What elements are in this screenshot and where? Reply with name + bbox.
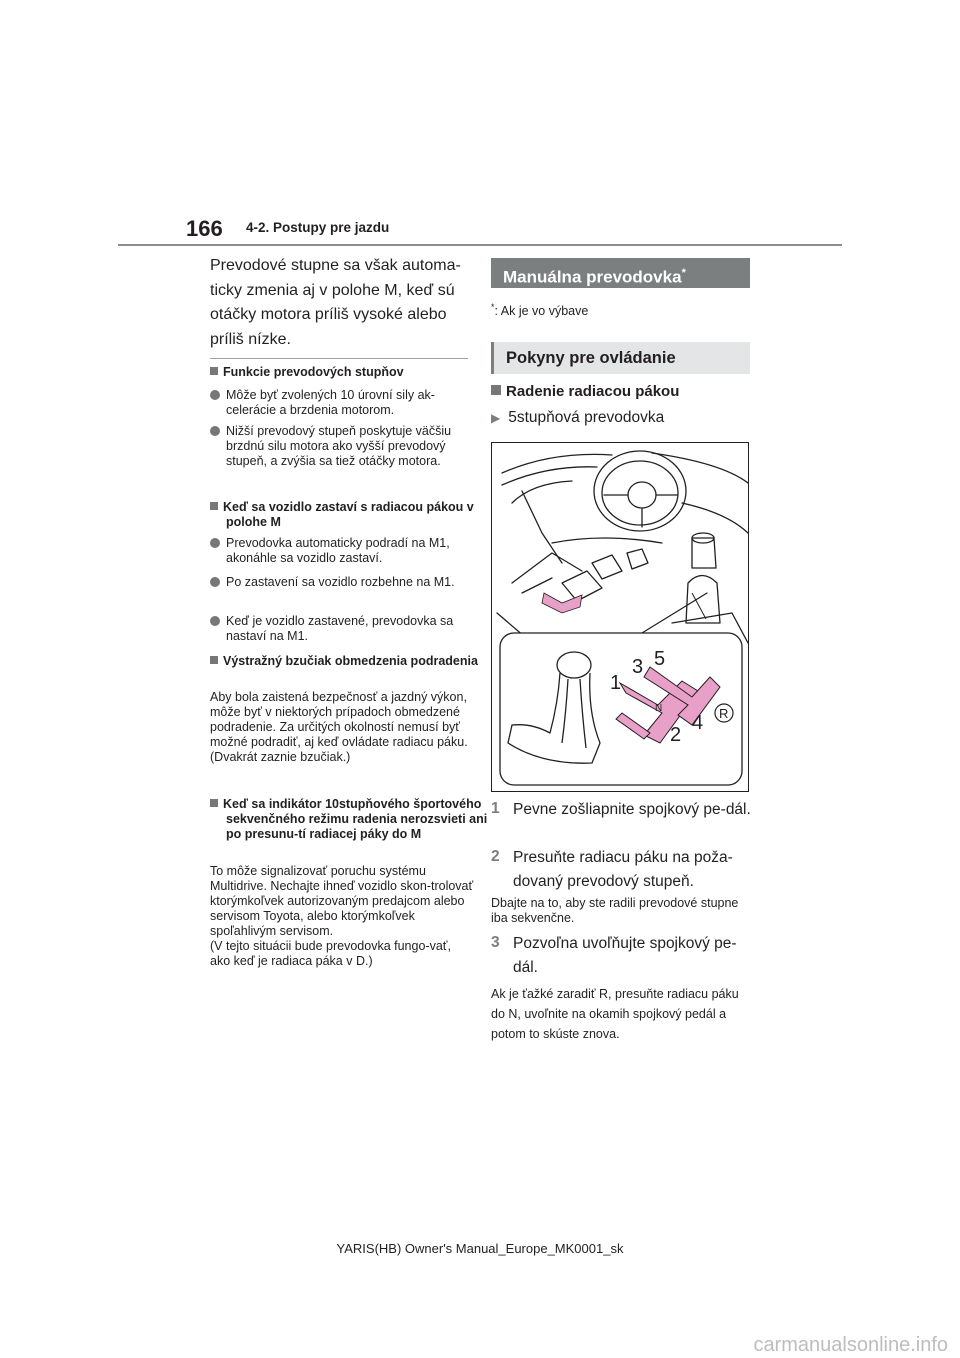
header-divider xyxy=(118,244,842,246)
section-header: 4-2. Postupy pre jazdu xyxy=(246,220,390,235)
page-footer: YARIS(HB) Owner's Manual_Europe_MK0001_sk xyxy=(336,1241,624,1256)
step-1 xyxy=(491,798,753,822)
square-bullet-icon xyxy=(210,367,218,375)
sec1-heading xyxy=(210,365,472,380)
gear-shift-figure xyxy=(491,442,749,792)
square-bullet-icon xyxy=(210,502,218,510)
footnote xyxy=(491,302,588,318)
radenie-heading xyxy=(491,383,679,401)
left-divider xyxy=(210,358,468,359)
circle-bullet-icon xyxy=(210,616,220,626)
gear-3-label: 3 xyxy=(632,656,644,678)
watermark: carmanualsonline.info xyxy=(753,1334,948,1356)
gear-1-label: 1 xyxy=(610,672,622,694)
sec3-text: Aby bola zaistená bezpečnosť a jazdný výkon, môže byť v niektorých prípadoch obmedzené podradenie. Za určitých okolností nemusí byť možné podradiť, aj keď ovládate radiacu páku. (Dvakrát zaznie bzučiak.) xyxy=(210,690,468,764)
sec3-title: Výstražný bzučiak obmedzenia podradenia xyxy=(223,654,478,668)
circle-bullet-icon xyxy=(210,390,220,400)
step-3-text: Pozvoľna uvoľňujte spojkový pe-dál. xyxy=(513,935,737,976)
bullet-text: Keď je vozidlo zastavené, prevodovka sa nastaví na M1. xyxy=(226,614,454,643)
sec4-title: Keď sa indikátor 10stupňového športového sekvenčného režimu radenia nerozsvieti ani po presunu-tí radiacej páky do M xyxy=(223,797,488,841)
step-3-note: Ak je ťažké zaradiť R, presuňte radiacu páku do N, uvoľnite na okamih spojkový pedál a potom to skúste znova. xyxy=(491,987,739,1041)
circle-bullet-icon xyxy=(210,426,220,436)
main-title-text: Manuálna prevodovka xyxy=(503,267,682,287)
sub-section-title: Pokyny pre ovládanie xyxy=(491,342,750,374)
bullet-text: Nižší prevodový stupeň poskytuje väčšiu brzdnú silu motora ako vyšší prevodový stupeň, a zvýšia sa tiež otáčky motora. xyxy=(226,424,452,468)
gear-2-label: 2 xyxy=(670,724,682,746)
triangle-bullet-icon: ▶ xyxy=(491,411,501,425)
bullet-text: Prevodovka automaticky podradí na M1, akonáhle sa vozidlo zastaví. xyxy=(226,536,450,565)
page-number: 166 xyxy=(186,216,223,241)
circle-bullet-icon xyxy=(210,538,220,548)
intro-paragraph: Prevodové stupne sa však automa-ticky zmenia aj v polohe M, keď sú otáčky motora príliš vysoké alebo príliš nízke. xyxy=(210,257,461,348)
car-interior-illustration xyxy=(492,443,748,791)
step-3-number: 3 xyxy=(491,934,500,951)
bullet-text: Po zastavení sa vozidlo rozbehne na M1. xyxy=(226,575,455,589)
sec4-text: To môže signalizovať poruchu systému Multidrive. Nechajte ihneď vozidlo skon-trolovať ktorýmkoľvek autorizovaným predajcom alebo servisom Toyota, alebo ktorýmkoľvek spoľahlivým servisom. (V tejto situácii bude prevodovka fungo-vať, ako keď je radiaca páka v D.) xyxy=(210,864,474,968)
square-bullet-icon xyxy=(491,385,501,395)
stupnova-text: 5stupňová prevodovka xyxy=(508,409,665,426)
gear-r-label: R xyxy=(719,706,729,721)
sec3-heading xyxy=(210,654,488,669)
radenie-title: Radenie radiacou pákou xyxy=(506,383,680,400)
step-3 xyxy=(491,932,753,980)
gear-5-label: 5 xyxy=(654,648,666,670)
footnote-asterisk: * xyxy=(491,302,495,312)
footnote-text: : Ak je vo výbave xyxy=(494,304,589,319)
step-2-text: Presuňte radiacu páku na poža-dovaný prevodový stupeň. xyxy=(513,849,733,890)
gear-n-label: N xyxy=(655,703,663,714)
asterisk: * xyxy=(681,267,686,279)
gear-4-label: 4 xyxy=(692,712,704,734)
sec4-heading xyxy=(210,797,490,842)
sec2-heading xyxy=(210,500,488,530)
step-2-number: 2 xyxy=(491,848,500,865)
step-1-text: Pevne zošliapnite spojkový pe-dál. xyxy=(513,801,751,818)
bullet-text: Môže byť zvolených 10 úrovní sily ak-celerácie a brzdenia motorom. xyxy=(226,388,435,417)
sec2-title: Keď sa vozidlo zastaví s radiacou pákou v polohe M xyxy=(223,500,474,529)
sec1-title: Funkcie prevodových stupňov xyxy=(223,365,404,379)
step-2 xyxy=(491,846,753,894)
step-1-number: 1 xyxy=(491,800,500,817)
step-2-note: Dbajte na to, aby ste radili prevodové stupne iba sekvenčne. xyxy=(491,896,739,925)
square-bullet-icon xyxy=(210,656,218,664)
circle-bullet-icon xyxy=(210,577,220,587)
stupnova-label xyxy=(491,409,664,427)
square-bullet-icon xyxy=(210,799,218,807)
main-section-title xyxy=(491,258,750,288)
